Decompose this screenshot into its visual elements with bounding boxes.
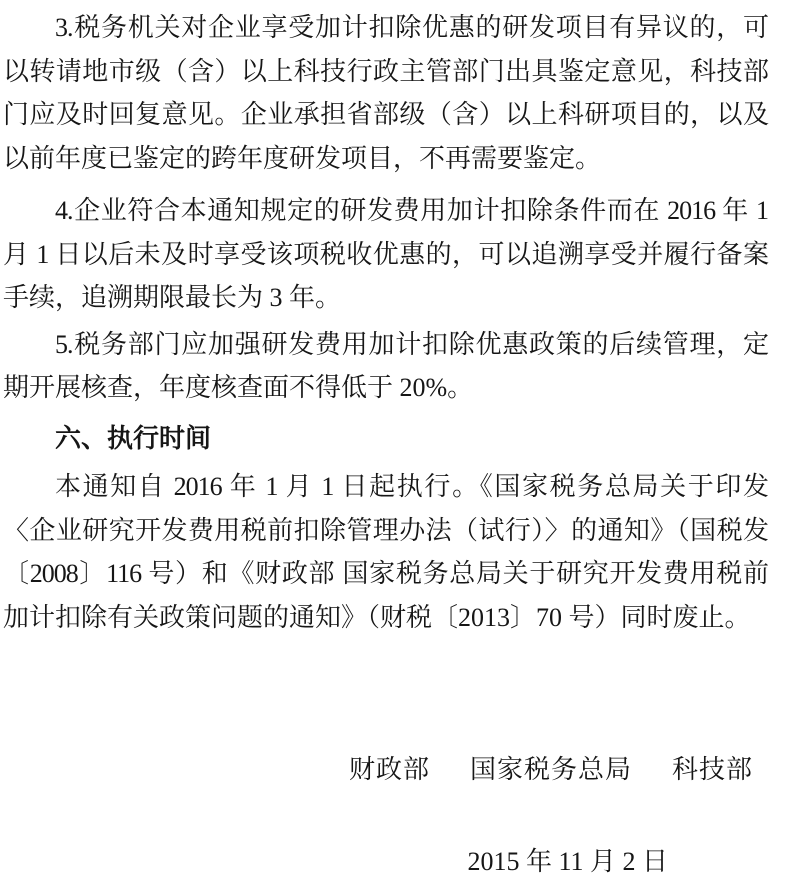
closing-paragraph: [3, 465, 768, 639]
paragraph-line: 〔2008〕116 号）和《财政部 国家税务总局关于研究开发费用税前: [3, 559, 768, 588]
issue-date-row: [3, 840, 768, 884]
paragraph-line: 以前年度已鉴定的跨年度研发项目，不再需要鉴定。: [3, 143, 602, 173]
document-page: [3, 0, 768, 883]
paragraph-line: 月 1 日以后未及时享受该项税收优惠的，可以追溯享受并履行备案: [3, 239, 768, 269]
paragraph-line: 期开展核查，年度核查面不得低于 20%。: [3, 373, 474, 402]
paragraph-line: 3.税务机关对企业享受加计扣除优惠的研发项目有异议的，可: [55, 13, 768, 42]
paragraph-line: 门应及时回复意见。企业承担省部级（含）以上科研项目的，以及: [3, 100, 768, 129]
paragraph-item-4: [3, 189, 768, 320]
paragraph-line: 〈企业研究开发费用税前扣除管理办法（试行）〉的通知》（国税发: [3, 515, 768, 545]
paragraph-line: 以转请地市级（含）以上科技行政主管部门出具鉴定意见，科技部: [3, 56, 768, 86]
paragraph-item-3: [3, 6, 768, 180]
signature-row: [3, 748, 768, 792]
paragraph-line: 手续，追溯期限最长为 3 年。: [3, 283, 342, 312]
paragraph-line: 加计扣除有关政策问题的通知》（财税〔2013〕70 号）同时废止。: [3, 602, 751, 632]
paragraph-line: 本通知自 2016 年 1 月 1 日起执行。《国家税务总局关于印发: [55, 472, 768, 501]
section-heading-execution-time: 六、执行时间: [55, 423, 212, 453]
paragraph-item-5: [3, 323, 768, 410]
signature-agency-most: 科技部: [671, 755, 753, 784]
signature-agency-mof: 财政部: [348, 755, 430, 784]
signature-agency-sat: 国家税务总局: [469, 755, 632, 784]
paragraph-line: 5.税务部门应加强研发费用加计扣除优惠政策的后续管理，定: [55, 329, 768, 359]
issue-date: 2015 年 11 月 2 日: [467, 846, 668, 876]
paragraph-line: 4.企业符合本通知规定的研发费用加计扣除条件而在 2016 年 1: [55, 196, 768, 225]
